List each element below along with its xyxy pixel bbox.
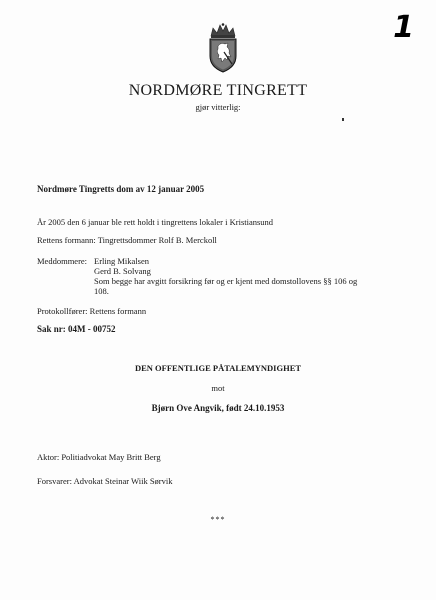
lay-judge-name: Gerd B. Solvang bbox=[94, 266, 151, 276]
lay-judges-note: Som begge har avgitt forsikring før og er kjent med domstollovens §§ 106 og bbox=[94, 276, 358, 286]
court-name: NORDMØRE TINGRETT bbox=[128, 82, 308, 99]
defender-label: Forsvarer: bbox=[37, 476, 72, 486]
intro-text: År 2005 den 6 januar ble rett holdt i tingrettens lokaler i Kristiansund bbox=[37, 217, 274, 227]
prosecutor bbox=[37, 452, 161, 462]
clerk-value: Rettens formann bbox=[89, 306, 147, 316]
scan-speck bbox=[342, 118, 344, 121]
case-number: Sak nr: 04M - 00752 bbox=[37, 324, 116, 334]
coat-of-arms-icon bbox=[205, 22, 241, 74]
defendant-party: Bjørn Ove Angvik, født 24.10.1953 bbox=[151, 403, 285, 413]
presiding-value: Tingrettsdommer Rolf B. Merckoll bbox=[97, 235, 217, 245]
page-number: 1 bbox=[393, 10, 414, 45]
defender bbox=[37, 476, 173, 486]
prosecutor-value: Politiadvokat May Britt Berg bbox=[61, 452, 161, 462]
lay-judges-note-cont: 108. bbox=[94, 286, 109, 296]
judgment-title: Nordmøre Tingretts dom av 12 januar 2005 bbox=[37, 184, 205, 194]
defender-value: Advokat Steinar Wiik Sørvik bbox=[73, 476, 173, 486]
presiding-judge bbox=[37, 235, 217, 245]
presiding-label: Rettens formann: bbox=[37, 235, 96, 245]
prosecutor-label: Aktor: bbox=[37, 452, 60, 462]
prosecution-party: DEN OFFENTLIGE PÅTALEMYNDIGHET bbox=[134, 363, 302, 373]
section-separator: *** bbox=[210, 515, 226, 524]
court-subtitle: gjør vitterlig: bbox=[195, 102, 241, 112]
versus-text: mot bbox=[211, 383, 225, 393]
lay-judge-name: Erling Mikalsen bbox=[94, 256, 150, 266]
clerk bbox=[37, 306, 146, 316]
clerk-label: Protokollfører: bbox=[37, 306, 88, 316]
lay-judges-label: Meddommere: bbox=[37, 256, 88, 266]
